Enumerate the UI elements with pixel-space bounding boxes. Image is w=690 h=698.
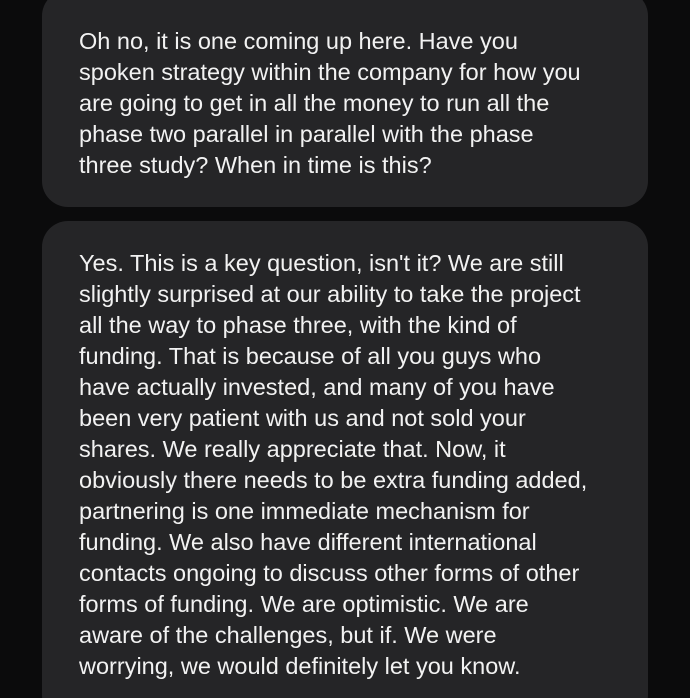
message-line: obviously there needs to be extra funding added, xyxy=(79,467,588,493)
message-line: contacts ongoing to discuss other forms of other xyxy=(79,560,580,586)
message-line: Yes. This is a key question, isn't it? We are still xyxy=(79,250,564,276)
message-line: phase two parallel in parallel with the phase xyxy=(79,121,534,147)
message-line: been very patient with us and not sold your xyxy=(79,405,526,431)
message-line: forms of funding. We are optimistic. We are xyxy=(79,591,529,617)
message-line: worrying, we would definitely let you know. xyxy=(79,653,521,679)
message-bubble-question xyxy=(42,0,648,207)
message-line: funding. We also have different international xyxy=(79,529,537,555)
message-line: partnering is one immediate mechanism for xyxy=(79,498,530,524)
message-line: have actually invested, and many of you have xyxy=(79,374,555,400)
message-line: all the way to phase three, with the kind of xyxy=(79,312,517,338)
message-bubble-answer xyxy=(42,221,648,698)
message-line: spoken strategy within the company for how you xyxy=(79,59,581,85)
message-line: Oh no, it is one coming up here. Have you xyxy=(79,28,518,54)
message-line: shares. We really appreciate that. Now, it xyxy=(79,436,506,462)
message-line: are going to get in all the money to run all the xyxy=(79,90,550,116)
message-line: funding. That is because of all you guys who xyxy=(79,343,542,369)
message-line: three study? When in time is this? xyxy=(79,152,432,178)
message-line: aware of the challenges, but if. We were xyxy=(79,622,497,648)
message-line: slightly surprised at our ability to take the project xyxy=(79,281,581,307)
